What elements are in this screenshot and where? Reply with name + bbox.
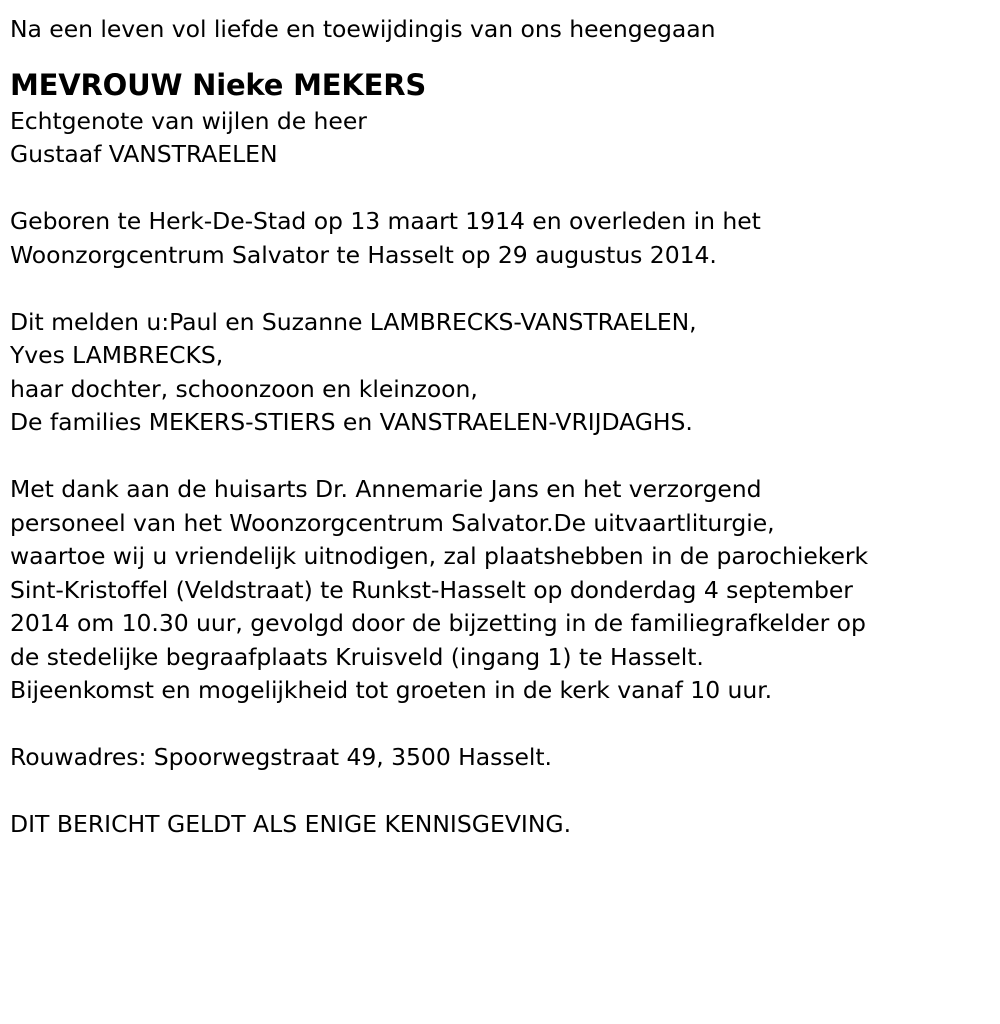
- service-line-3: waartoe wij u vriendelijk uitnodigen, zal plaatshebben in de parochiekerk: [10, 542, 869, 570]
- announcers-line-1: Dit melden u:Paul en Suzanne LAMBRECKS-VANSTRAELEN,: [10, 307, 697, 336]
- service-line-5: 2014 om 10.30 uur, gevolgd door de bijzetting in de familiegrafkelder op: [10, 609, 866, 637]
- birth-death-line-2: Woonzorgcentrum Salvator te Hasselt op 29 augustus 2014.: [10, 240, 717, 269]
- deceased-block: [10, 65, 992, 172]
- service-line-4: Sint-Kristoffel (Veldstraat) te Runkst-Hasselt op donderdag 4 september: [10, 575, 853, 604]
- final-notice-line: DIT BERICHT GELDT ALS ENIGE KENNISGEVING.: [10, 810, 572, 838]
- deceased-relation-line-1: Echtgenote van wijlen de heer: [10, 106, 367, 135]
- announcers-block: [10, 306, 992, 440]
- service-block: [10, 473, 992, 708]
- service-line-7: Bijeenkomst en mogelijkheid tot groeten in de kerk vanaf 10 uur.: [10, 676, 773, 704]
- service-line-1: Met dank aan de huisarts Dr. Annemarie Jans en het verzorgend: [10, 475, 762, 503]
- spacer-after-birth-death: [10, 272, 992, 306]
- birth-death-line-1: Geboren te Herk-De-Stad op 13 maart 1914 en overleden in het: [10, 207, 761, 235]
- mourning-address-block: [10, 741, 992, 775]
- spacer-after-announcers: [10, 440, 992, 474]
- intro-block: [10, 13, 992, 47]
- spacer-after-deceased: [10, 172, 992, 206]
- service-line-6: de stedelijke begraafplaats Kruisveld (ingang 1) te Hasselt.: [10, 642, 704, 671]
- deceased-name-heading: MEVROUW Nieke MEKERS: [10, 67, 427, 102]
- announcers-line-3: haar dochter, schoonzoon en kleinzoon,: [10, 374, 478, 403]
- service-line-2: personeel van het Woonzorgcentrum Salvator.De uitvaartliturgie,: [10, 508, 775, 537]
- deceased-relation-line-2: Gustaaf VANSTRAELEN: [10, 140, 278, 168]
- announcers-line-4: De families MEKERS-STIERS en VANSTRAELEN-VRIJDAGHS.: [10, 408, 693, 436]
- spacer-after-service: [10, 708, 992, 742]
- birth-death-block: [10, 205, 992, 272]
- announcers-line-2: Yves LAMBRECKS,: [10, 341, 224, 369]
- intro-line: Na een leven vol liefde en toewijdingis van ons heengegaan: [10, 15, 716, 43]
- mourning-address-line: Rouwadres: Spoorwegstraat 49, 3500 Hasselt.: [10, 743, 552, 771]
- spacer-after-mourning-address: [10, 775, 992, 809]
- spacer-after-intro: [10, 47, 992, 65]
- final-notice-block: [10, 808, 992, 842]
